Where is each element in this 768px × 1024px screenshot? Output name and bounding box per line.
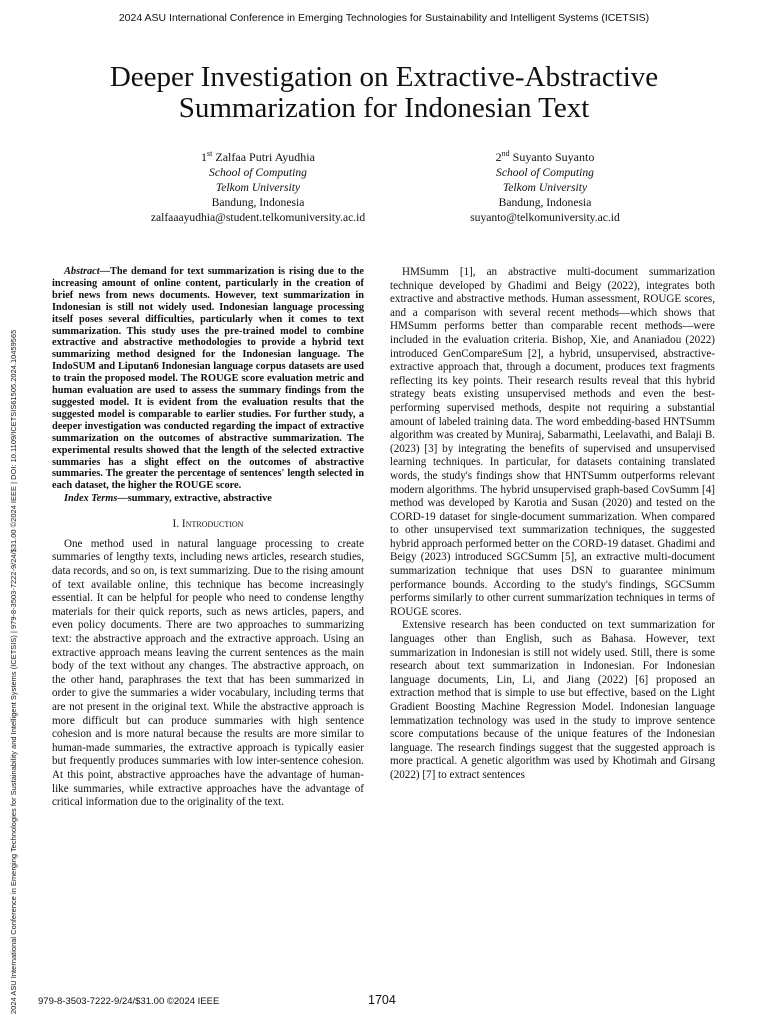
author-email: zalfaaayudhia@student.telkomuniversity.ac.id bbox=[150, 211, 366, 224]
body-paragraph: HMSumm [1], an abstractive multi-document summarization technique developed by Ghadimi and Beigy (2022), integrates both extractive and abstractive methods. Human assessment, ROUGE scores, and a comparison with several recent methods—which shows that HMSumm performs better than comparable recent methods—were included in the evaluation criteria. Bishop, Xie, and Ananiadou (2022) introduced GenCompareSum [2], a hybrid, unsupervised, abstractive-extractive approach that, through a document, produces text fragments reflecting its key points. Their research results reveal that this hybrid strategy beats existing unsupervised methods and even the best-performing supervised methods, despite not requiring a substantial amount of labeled training data. The word embedding-based HNTSumm algorithm was created by Muniraj, Sabarmathi, Leelavathi, and Balaji B. (2023) [3] by integrating the benefits of supervised and unsupervised learning techniques. In particular, for datasets containing translated words, the study's findings show that HNTSumm outperforms relevant modern algorithms. The hybrid unsupervised graph-based CovSumm [4] method was developed by Karotia and Susan (2020) and tested on the CORD-19 dataset for single-document summarization. When compared to other unsupervised text summarization techniques, the suggested hybrid approach performed better on the CORD-19 dataset. Ghadimi and Beigy (2023) introduced SGCSumm [5], an extractive multi-document summarization technique that uses DSN to guarantee minimum performance bounds. According to the study's findings, SGCSumm performs similarly to other current summarization techniques in terms of ROUGE scores. bbox=[390, 266, 715, 618]
right-column bbox=[390, 266, 715, 783]
index-terms-text: —summary, extractive, abstractive bbox=[117, 493, 272, 505]
paper-title bbox=[40, 62, 728, 124]
page-number: 1704 bbox=[368, 993, 396, 1007]
section-heading: I. Introduction bbox=[172, 518, 244, 531]
author-block-1 bbox=[108, 146, 408, 225]
author-name: 2nd Suyanto Suyanto bbox=[495, 149, 595, 164]
footer-copyright: 979-8-3503-7222-9/24/$31.00 ©2024 IEEE bbox=[38, 996, 220, 1007]
author-location: Bandung, Indonesia bbox=[211, 196, 305, 209]
author-university: Telkom University bbox=[502, 181, 588, 194]
index-terms-label: Index Terms bbox=[64, 493, 118, 505]
author-school: School of Computing bbox=[209, 166, 307, 179]
side-margin-text: 2024 ASU International Conference in Emerging Technologies for Sustainability and Intelligent Systems (ICETSIS) | 979-8-3503-7222-9/24/$31.00 ©2024 IEEE | DOI: 10.1109/ICETSIS61505.2024.10459565 bbox=[9, 329, 18, 1014]
body-paragraph: Extensive research has been conducted on text summarization for languages other than English, such as Bahasa. However, text summarization in Indonesian is still not widely used. Still, there is some research about text summarization in Indonesian. For Indonesian language documents, Lin, Li, and Jiang (2022) [6] proposed an extraction method that is simple to use but effective, based on the Light Gradient Boosting Machine Regression Model. Indonesian language lemmatization technology was used in the study to improve sentence score computations because of the unique features of the Indonesian language. The research findings suggest that the suggested approach is more practical. A genetic algorithm was used by Khotimah and Girsang (2022) [7] to extract sentences bbox=[390, 619, 715, 781]
author-email: suyanto@telkomuniversity.ac.id bbox=[470, 211, 620, 224]
conference-header: 2024 ASU International Conference in Emerging Technologies for Sustainability and Intelligent Systems (ICETSIS) bbox=[118, 12, 650, 24]
author-name: 1st Zalfaa Putri Ayudhia bbox=[201, 149, 315, 164]
author-university: Telkom University bbox=[215, 181, 301, 194]
abstract-text: —The demand for text summarization is rising due to the increasing amount of online content, particularly in the creation of brief news from news documents. However, text summarization in Indonesian is still not widely used. Indonesian language processing itself poses several difficulties, particularly when it comes to text summarization. This study uses the pre-trained model to combine extractive and abstractive methodologies to provide a hybrid text summarizing method designed for the Indonesian language. The IndoSUM and Liputan6 Indonesian language corpus datasets are used to train the proposed model. The ROUGE score evaluation metric and human evaluation are used to assess the summary findings from the suggested model. It is evident from the evaluation results that the suggested model is comparable to earlier studies. For further study, a deeper investigation was conducted regarding the impact of extractive summarization on the outcomes of abstractive summarization. The experimental results showed that the length of the selected extractive summaries has a slight effect on the outcomes of abstractive summaries. The greater the percentage of sentences' length selected in each dataset, the higher the ROUGE score. bbox=[52, 266, 364, 492]
intro-paragraph: One method used in natural language processing to create summaries of lengthy texts, including news articles, research studies, data records, and so on, is text summarizing. Due to the rising amount of text available online, this technique has become increasingly essential. It can be helpful for people who need to condense lengthy materials for their quick reports, such as news articles, papers, and even policy documents. There are two approaches to summarizing text: the abstractive approach and the extractive approach. Using an extractive approach means leaving the current sentences as the main body of the text without any changes. The abstractive approach, on the other hand, paraphrases the text that has been summarized in order to give the summaries a wider vocabulary, including terms that are not present in the original text. While the abstractive approach is more difficult but can produce summaries with high sentence cohesion and is more natural because the results are more similar to human-made summaries, the extractive approach is typically easier but frequently produces summaries with low inter-sentence cohesion. At this point, abstractive approaches have the advantage of human-like summaries, while extractive approaches have the advantage of critical information due to the originality of the text. bbox=[52, 537, 364, 809]
author-location: Bandung, Indonesia bbox=[498, 196, 592, 209]
abstract bbox=[52, 266, 364, 492]
author-school: School of Computing bbox=[496, 166, 594, 179]
title-line-1: Deeper Investigation on Extractive-Abstractive bbox=[109, 61, 659, 93]
index-terms bbox=[52, 493, 364, 505]
abstract-label: Abstract bbox=[64, 266, 100, 277]
author-block-2 bbox=[395, 146, 695, 225]
left-column bbox=[52, 266, 364, 810]
title-line-2: Summarization for Indonesian Text bbox=[178, 92, 590, 124]
